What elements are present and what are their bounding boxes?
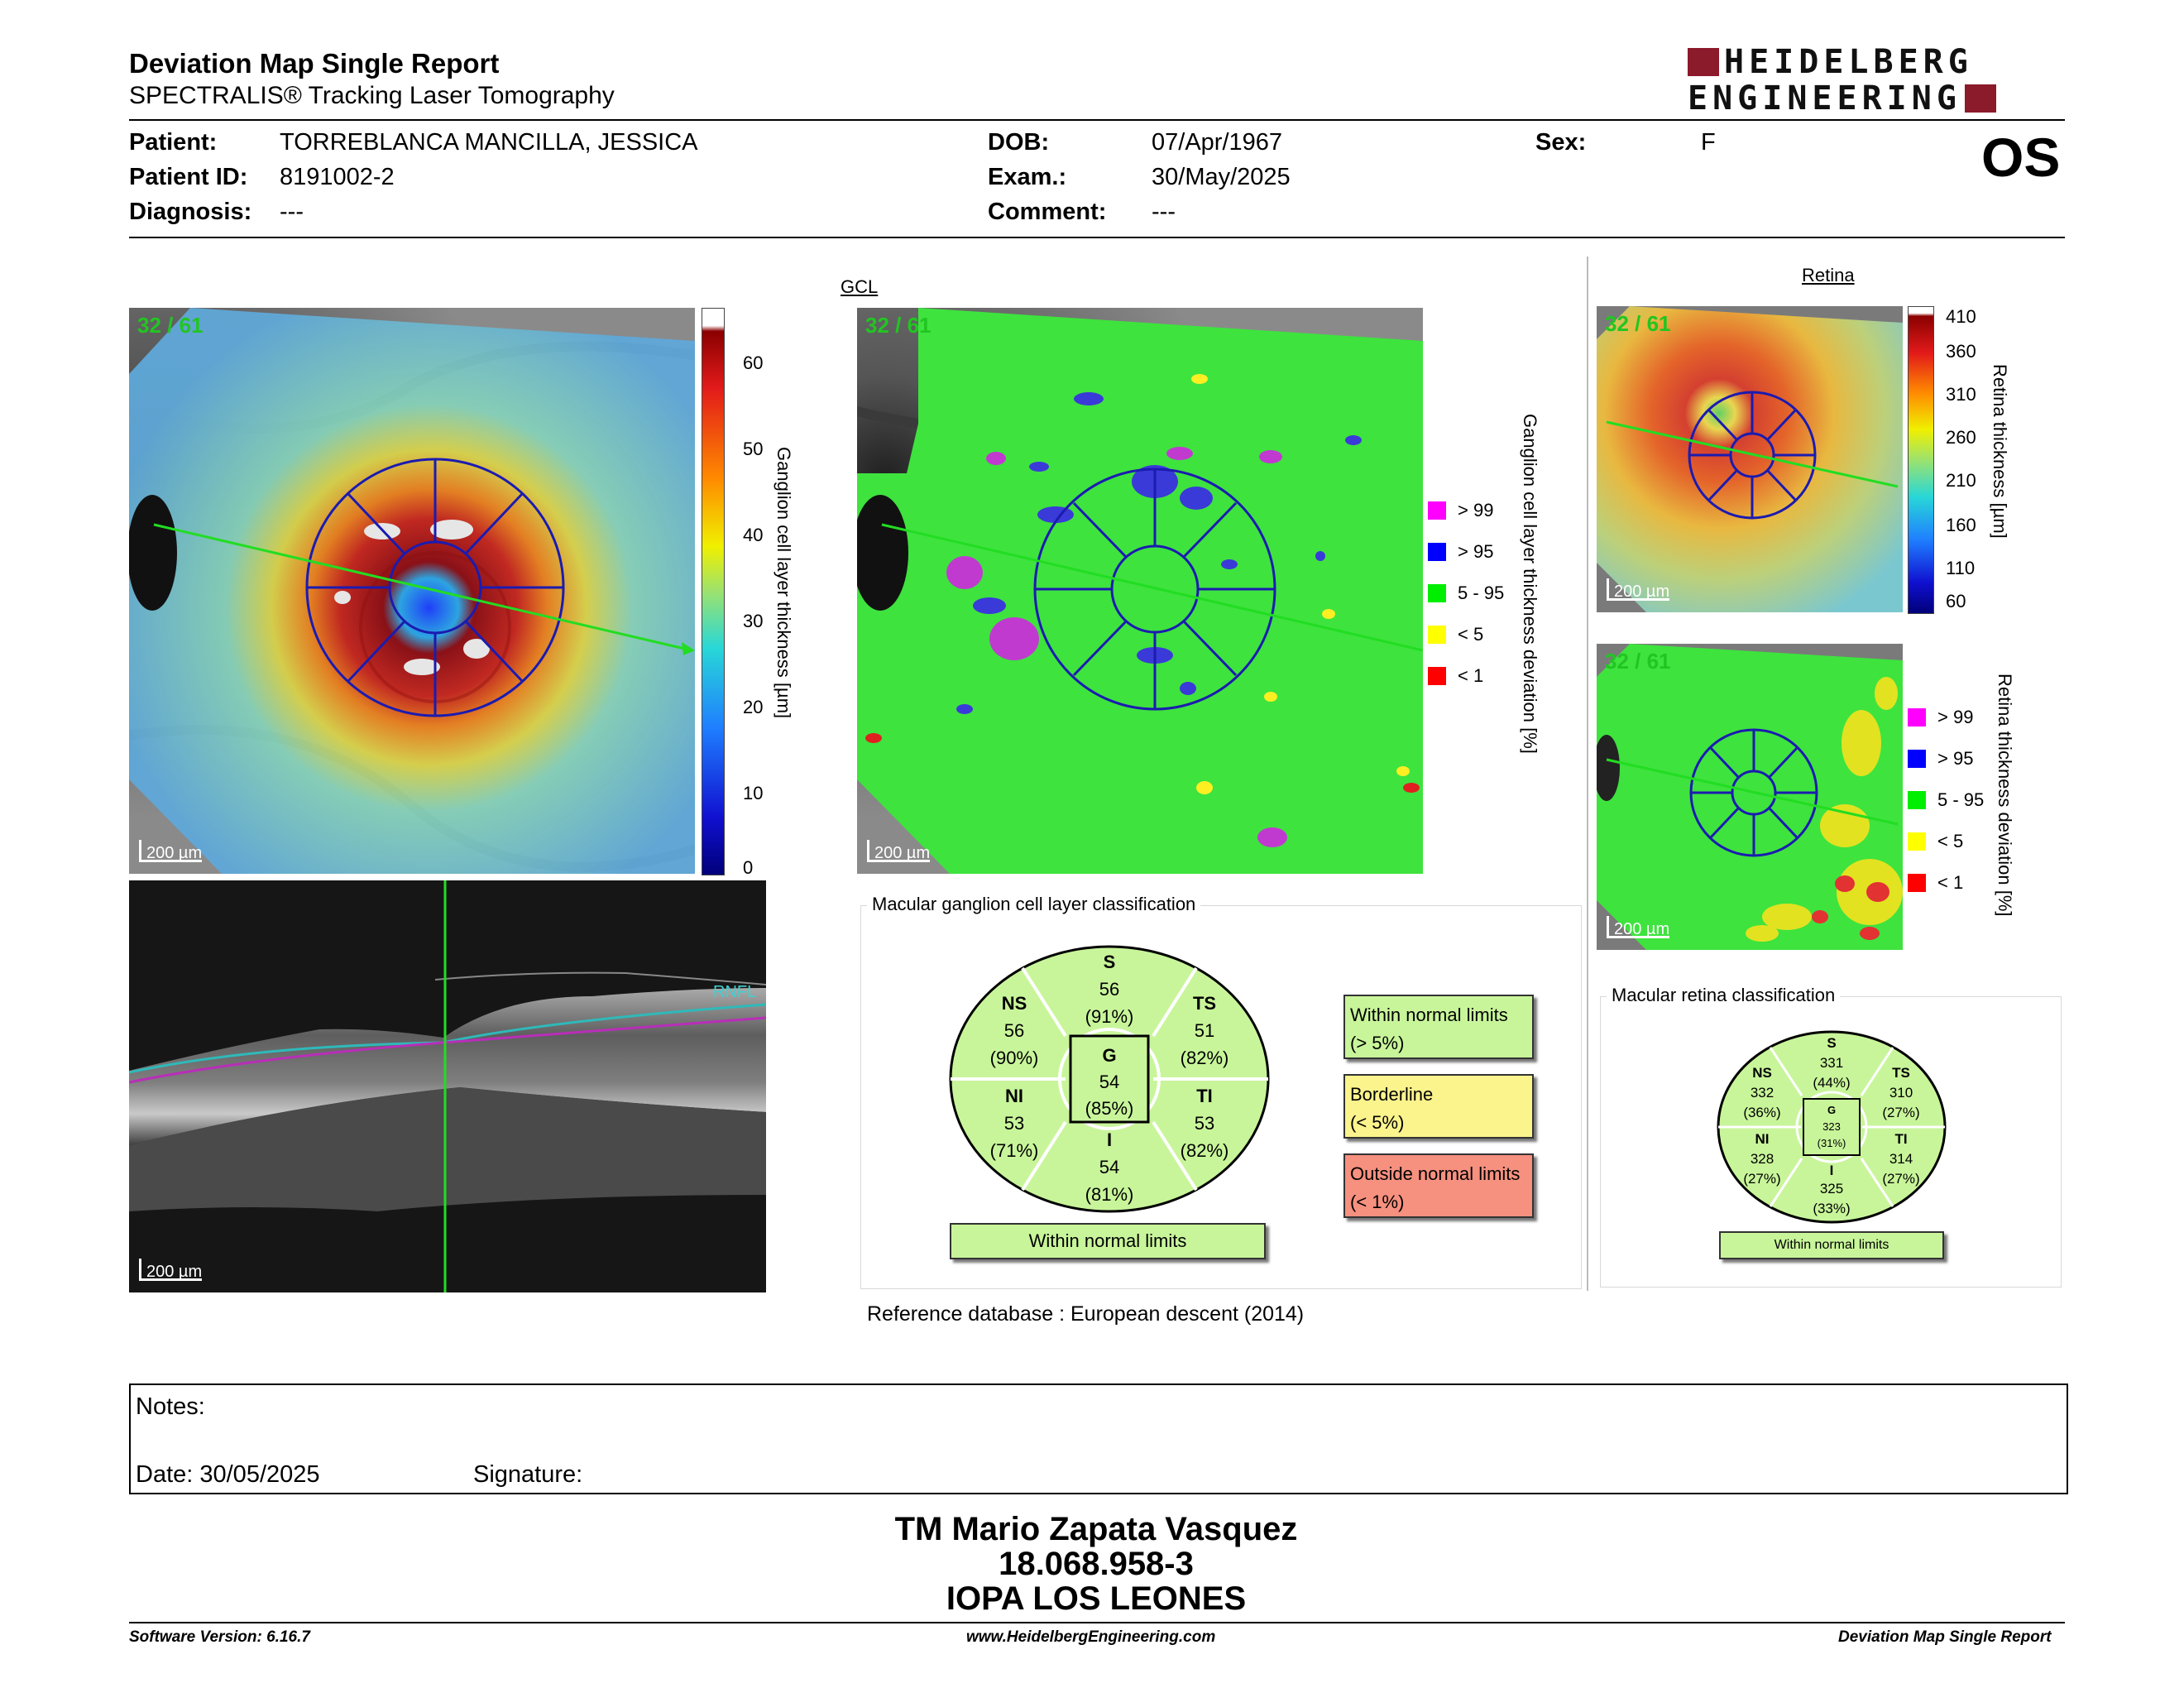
retina-tick: 360	[1946, 341, 1976, 362]
retina-deviation-legend-swatch	[1908, 832, 1926, 851]
key-outside-normal	[1343, 1153, 1534, 1218]
gcl-deviation-axis-label: Ganglion cell layer thickness deviation [%]	[1520, 414, 1540, 754]
retina-tick: 260	[1946, 427, 1976, 448]
gcl-i-name: I	[1106, 1129, 1113, 1150]
retina-ts-value: 310	[1889, 1085, 1913, 1101]
retina-deviation-legend-label: > 95	[1937, 748, 1974, 769]
key-outside-normal-range: (< 1%)	[1350, 1192, 1405, 1212]
gcl-g-pct: (85%)	[1085, 1098, 1134, 1119]
key-within-normal	[1343, 995, 1534, 1059]
footer-divider	[129, 1622, 2065, 1623]
retina-ni-pct: (27%)	[1743, 1171, 1781, 1187]
retina-ti-pct: (27%)	[1882, 1171, 1920, 1187]
heidelberg-logo	[1688, 43, 2068, 117]
retina-tick: 110	[1946, 558, 1976, 578]
retina-ti-value: 314	[1889, 1151, 1913, 1167]
retina-sector-chart	[1716, 1029, 1947, 1225]
key-within-normal-range: (> 5%)	[1350, 1033, 1405, 1053]
retina-ns-value: 332	[1750, 1085, 1774, 1101]
patient-id-label: Patient ID:	[129, 164, 248, 190]
retina-deviation-legend-item	[1908, 872, 1963, 894]
logo-square-icon	[1965, 84, 1996, 113]
gcl-i-pct: (81%)	[1085, 1184, 1134, 1205]
gcl-ns-name: NS	[1001, 993, 1027, 1014]
oct-bscan-svg	[129, 880, 766, 1292]
comment-value: ---	[1152, 199, 1176, 225]
gcl-deviation-legend-item	[1428, 583, 1504, 604]
key-borderline-range: (< 5%)	[1350, 1112, 1405, 1133]
retina-deviation-legend-label: < 1	[1937, 872, 1964, 893]
retina-deviation-legend-swatch	[1908, 791, 1926, 809]
gcl-deviation-legend-item	[1428, 541, 1493, 563]
gcl-s-pct: (91%)	[1085, 1006, 1134, 1027]
retina-ns-name: NS	[1752, 1065, 1772, 1081]
retina-g-value: 323	[1822, 1120, 1841, 1133]
key-within-normal-label: Within normal limits	[1350, 1005, 1508, 1025]
retina-i-pct: (33%)	[1813, 1201, 1851, 1216]
gcl-deviation-map	[857, 308, 1423, 874]
retina-tick: 210	[1946, 470, 1976, 491]
retina-colorbar	[1908, 306, 1934, 614]
retina-scan-count: 32 / 61	[1605, 311, 1671, 336]
gcl-ni-value: 53	[1003, 1113, 1025, 1134]
gcl-tick: 40	[743, 525, 764, 545]
info-divider	[129, 237, 2065, 238]
gcl-scan-count: 32 / 61	[137, 313, 204, 338]
gcl-s-name: S	[1103, 952, 1116, 972]
key-outside-normal-label: Outside normal limits	[1350, 1163, 1521, 1184]
website-link[interactable]: www.HeidelbergEngineering.com	[966, 1628, 1216, 1646]
gcl-deviation-legend-item	[1428, 500, 1493, 521]
gcl-ti-pct: (82%)	[1180, 1140, 1229, 1161]
retina-tick: 310	[1946, 384, 1976, 405]
header-divider	[129, 119, 2065, 121]
retina-deviation-legend-swatch	[1908, 874, 1926, 892]
retina-thickness-map	[1597, 306, 1903, 612]
logo-square-icon	[1688, 48, 1719, 76]
retina-g-name: G	[1827, 1104, 1837, 1116]
retina-deviation-legend-item	[1908, 748, 1973, 770]
gcl-colorbar	[702, 308, 725, 875]
column-divider	[1587, 257, 1588, 1291]
gcl-ni-name: NI	[1005, 1086, 1023, 1106]
signature-label: Signature:	[473, 1461, 583, 1488]
eye-indicator: OS	[1981, 127, 2061, 188]
gcl-classification-title: Macular ganglion cell layer classification	[867, 894, 1200, 915]
retina-deviation-legend-label: < 5	[1937, 831, 1964, 851]
retina-tick: 60	[1946, 591, 1966, 611]
gcl-ti-value: 53	[1194, 1113, 1215, 1134]
gcl-dev-scan-count: 32 / 61	[865, 313, 932, 338]
gcl-thickness-map	[129, 308, 695, 874]
signer-name: TM Mario Zapata Vasquez	[894, 1511, 1298, 1547]
retina-ts-name: TS	[1892, 1065, 1910, 1081]
retina-deviation-axis-label: Retina thickness deviation [%]	[1995, 674, 2015, 917]
gcl-deviation-legend-item	[1428, 624, 1483, 645]
gcl-deviation-map-svg	[857, 308, 1423, 874]
diagnosis-label: Diagnosis:	[129, 199, 252, 225]
retina-thickness-map-svg	[1597, 306, 1903, 612]
retina-g-pct: (31%)	[1817, 1137, 1846, 1149]
logo-text-bottom: ENGINEERING	[1688, 79, 1961, 117]
gcl-deviation-legend-item	[1428, 665, 1483, 687]
retina-tick: 410	[1946, 306, 1976, 327]
retina-section-title: Retina	[1802, 265, 1855, 285]
retina-deviation-legend-item	[1908, 707, 1973, 728]
retina-i-name: I	[1829, 1163, 1834, 1178]
footer-report-name: Deviation Map Single Report	[1838, 1628, 2052, 1646]
gcl-s-value: 56	[1099, 979, 1120, 1000]
retina-s-name: S	[1827, 1035, 1837, 1051]
gcl-scale-bar: 200 µm	[139, 840, 202, 862]
reference-database: Reference database : European descent (2014)	[867, 1302, 1305, 1326]
signer-institution: IOPA LOS LEONES	[946, 1580, 1247, 1617]
retina-ts-pct: (27%)	[1882, 1105, 1920, 1120]
retina-ni-value: 328	[1750, 1151, 1774, 1167]
notes-date: Date: 30/05/2025	[136, 1461, 320, 1488]
gcl-tick: 0	[743, 857, 754, 878]
sex-label: Sex:	[1535, 129, 1587, 156]
retina-deviation-legend-item	[1908, 789, 1984, 811]
gcl-deviation-legend-swatch	[1428, 501, 1446, 520]
retina-dev-scan-count: 32 / 61	[1605, 649, 1671, 674]
comment-label: Comment:	[988, 199, 1107, 225]
gcl-deviation-legend-label: > 95	[1458, 541, 1494, 562]
gcl-deviation-legend-label: < 5	[1458, 624, 1484, 645]
gcl-deviation-legend-swatch	[1428, 584, 1446, 602]
oct-bscan	[129, 880, 766, 1292]
rnfl-layer-label: RNFL	[713, 983, 757, 1001]
retina-ti-name: TI	[1894, 1131, 1908, 1147]
retina-ns-pct: (36%)	[1743, 1105, 1781, 1120]
report-title: Deviation Map Single Report	[129, 48, 500, 79]
retina-dev-scale-bar: 200 µm	[1607, 916, 1669, 938]
retina-deviation-legend-swatch	[1908, 708, 1926, 727]
gcl-ns-pct: (90%)	[989, 1048, 1039, 1068]
retina-deviation-legend-item	[1908, 831, 1963, 852]
gcl-deviation-legend-label: < 1	[1458, 665, 1484, 686]
gcl-ni-pct: (71%)	[989, 1140, 1039, 1161]
exam-label: Exam.:	[988, 164, 1067, 190]
signer-id: 18.068.958-3	[999, 1546, 1194, 1582]
gcl-tick: 60	[743, 352, 764, 373]
key-borderline	[1343, 1074, 1534, 1139]
gcl-ts-value: 51	[1194, 1020, 1215, 1041]
gcl-deviation-legend-swatch	[1428, 543, 1446, 561]
retina-deviation-legend-label: 5 - 95	[1937, 789, 1985, 810]
gcl-ts-name: TS	[1192, 993, 1217, 1014]
dob-value: 07/Apr/1967	[1152, 129, 1283, 156]
notes-label: Notes:	[136, 1393, 205, 1420]
retina-scale-bar: 200 µm	[1607, 578, 1669, 601]
bscan-scale-bar: 200 µm	[139, 1259, 202, 1281]
patient-label: Patient:	[129, 129, 218, 156]
retina-thickness-axis-label: Retina thickness [µm]	[1990, 364, 2010, 539]
retina-deviation-legend-swatch	[1908, 750, 1926, 768]
sex-value: F	[1701, 129, 1716, 156]
retina-classification-result: Within normal limits	[1719, 1231, 1944, 1259]
retina-i-value: 325	[1819, 1181, 1844, 1196]
gcl-ti-name: TI	[1196, 1086, 1213, 1106]
gcl-classification-result: Within normal limits	[950, 1223, 1266, 1259]
retina-tick: 160	[1946, 515, 1976, 535]
software-version: Software Version: 6.16.7	[129, 1628, 310, 1646]
gcl-g-value: 54	[1099, 1072, 1120, 1092]
retina-deviation-map-svg	[1597, 644, 1903, 950]
retina-classification-title: Macular retina classification	[1607, 985, 1840, 1006]
retina-deviation-map	[1597, 644, 1903, 950]
retina-s-value: 331	[1819, 1055, 1844, 1071]
gcl-i-value: 54	[1099, 1157, 1120, 1177]
gcl-tick: 50	[743, 439, 764, 459]
gcl-deviation-legend-swatch	[1428, 667, 1446, 685]
report-subtitle: SPECTRALIS® Tracking Laser Tomography	[129, 82, 615, 109]
gcl-deviation-legend-label: 5 - 95	[1458, 583, 1505, 603]
gcl-section-title: GCL	[841, 276, 879, 297]
gcl-deviation-legend-swatch	[1428, 626, 1446, 644]
gcl-dev-scale-bar: 200 µm	[867, 840, 930, 862]
gcl-tick: 30	[743, 611, 764, 631]
gcl-deviation-legend-label: > 99	[1458, 500, 1494, 520]
retina-ni-name: NI	[1755, 1131, 1770, 1147]
gcl-ns-value: 56	[1003, 1020, 1025, 1041]
exam-value: 30/May/2025	[1152, 164, 1291, 190]
patient-id: 8191002-2	[280, 164, 395, 190]
gcl-thickness-axis-label: Ganglion cell layer thickness [µm]	[774, 447, 794, 719]
gcl-ts-pct: (82%)	[1180, 1048, 1229, 1068]
gcl-thickness-map-svg	[129, 308, 695, 874]
logo-text-top: HEIDELBERG	[1724, 43, 1973, 81]
dob-label: DOB:	[988, 129, 1050, 156]
key-borderline-label: Borderline	[1350, 1084, 1434, 1105]
retina-deviation-legend-label: > 99	[1937, 707, 1974, 727]
patient-name: TORREBLANCA MANCILLA, JESSICA	[280, 129, 698, 156]
gcl-tick: 10	[743, 783, 764, 803]
diagnosis-value: ---	[280, 199, 304, 225]
gcl-g-name: G	[1102, 1045, 1117, 1066]
retina-s-pct: (44%)	[1813, 1075, 1851, 1091]
gcl-sector-chart	[948, 943, 1271, 1215]
notes-box[interactable]	[129, 1383, 2068, 1494]
gcl-tick: 20	[743, 697, 764, 717]
